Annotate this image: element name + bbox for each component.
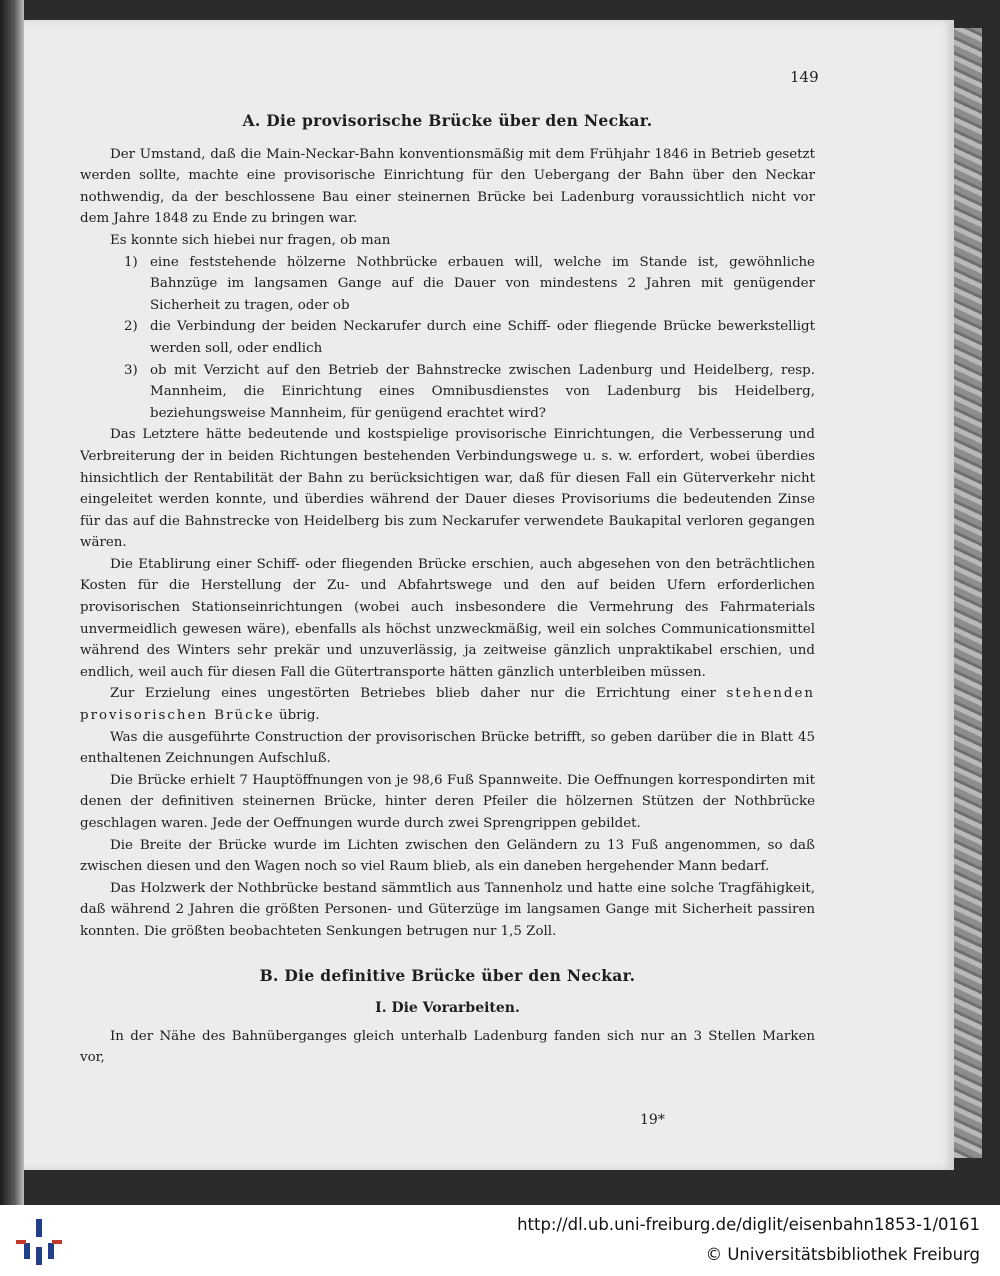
paragraph-text: übrig.	[278, 708, 320, 724]
option-list	[80, 252, 815, 425]
page-number: 149	[790, 68, 819, 86]
list-item-text: ob mit Verzicht auf den Betrieb der Bahnstrecke zwischen Ladenburg und Heidelberg, resp. Mannheim, die Einrichtung eines Omnibusdienstes von Ladenburg bis Heidelberg, beziehungsweise Mannheim, für genügend erachtet wird?	[150, 362, 815, 421]
paragraph: Das Letztere hätte bedeutende und kostspielige provisorische Einrichtungen, die Verbesserung und Verbreiterung der in beiden Richtungen bestehenden Verbindungswege u. s. w. erfordert, wobei überdies hinsichtlich der Rentabilität der Bahn zu berücksichtigen war, daß für diesen Fall ein Güterverkehr nicht eingeleitet werden konnte, und überdies während der Dauer dieses Provisoriums die bedeutenden Zinse für das auf die Bahnstrecke von Heidelberg bis zum Neckarufer verwendete Baukapital verloren gegangen wären.	[80, 427, 815, 551]
list-item-number: 3)	[124, 362, 138, 378]
list-item	[80, 252, 815, 317]
permalink-url[interactable]: http://dl.ub.uni-freiburg.de/diglit/eisenbahn1853-1/0161	[517, 1215, 980, 1234]
paragraph-text: Zur Erzielung eines ungestörten Betriebes blieb daher nur die Errichtung einer	[110, 686, 716, 702]
emphasized-text: stehenden provisorischen Brücke	[80, 686, 816, 724]
section-heading-b: B. Die definitive Brücke über den Neckar.	[259, 965, 636, 985]
copyright-notice: © Universitätsbibliothek Freiburg	[705, 1245, 980, 1264]
paragraph	[80, 683, 815, 726]
page-text	[80, 100, 815, 1069]
list-item-text: eine feststehende hölzerne Nothbrücke erbauen will, welche im Stande ist, gewöhnliche Bahnzüge im langsamen Gange auf die Dauer von mindestens 2 Jahren mit genügender Sicherheit zu tragen, oder ob	[150, 254, 815, 313]
printer-signature: 19*	[640, 1112, 665, 1128]
list-item-number: 2)	[124, 319, 138, 335]
paragraph: In der Nähe des Bahnüberganges gleich unterhalb Ladenburg fanden sich nur an 3 Stellen Marken vor,	[80, 1028, 815, 1066]
paragraph: Was die ausgeführte Construction der provisorischen Brücke betrifft, so geben darüber die in Blatt 45 enthaltenen Zeichnungen Aufschluß.	[80, 729, 815, 767]
paragraph: Die Brücke erhielt 7 Hauptöffnungen von je 98,6 Fuß Spannweite. Die Oeffnungen korrespondirten mit denen der definitiven steinernen Brücke, hinter deren Pfeiler die hölzernen Stützen der Nothbrücke geschlagen waren. Jede der Oeffnungen wurde durch zwei Sprengrippen gebildet.	[80, 772, 815, 831]
paragraph: Das Holzwerk der Nothbrücke bestand sämmtlich aus Tannenholz und hatte eine solche Tragfähigkeit, daß während 2 Jahren die größten Personen- und Güterzüge im langsamen Gange mit Sicherheit passiren konnten. Die größten beobachteten Senkungen betrugen nur 1,5 Zoll.	[80, 880, 815, 939]
list-item-text: die Verbindung der beiden Neckarufer durch eine Schiff- oder fliegende Brücke bewerkstelligt werden soll, oder endlich	[150, 319, 815, 356]
section-heading-a: A. Die provisorische Brücke über den Neckar.	[242, 111, 653, 130]
subsection-heading: I. Die Vorarbeiten.	[375, 1000, 520, 1017]
paragraph: Die Etablirung einer Schiff- oder fliegenden Brücke erschien, auch abgesehen von den beträchtlichen Kosten für die Herstellung der Zu- und Abfahrtswege und den auf beiden Ufern erforderlichen provisorischen Stationseinrichtungen (wobei auch insbesondere die Vermehrung des Fahrmaterials unvermeidlich gewesen wäre), ebenfalls als höchst unzweckmäßig, weil ein solches Communicationsmittel während des Winters sehr prekär und unzuverlässig, ja zeitweise gänzlich unpraktikabel erschien, und endlich, weil auch für diesen Fall die Gütertransporte hätten gänzlich unterbleiben müssen.	[80, 556, 815, 680]
footer-bar	[0, 1205, 1000, 1276]
list-item-number: 1)	[124, 254, 138, 270]
paragraph: Es konnte sich hiebei nur fragen, ob man	[110, 232, 391, 248]
list-item	[80, 360, 815, 425]
paragraph: Der Umstand, daß die Main-Neckar-Bahn konventionsmäßig mit dem Frühjahr 1846 in Betrieb gesetzt werden sollte, machte eine provisorische Einrichtung für den Uebergang der Bahn über den Neckar nothwendig, da der beschlossene Bau einer steinernen Brücke bei Ladenburg voraussichtlich nicht vor dem Jahre 1848 zu Ende zu bringen war.	[80, 146, 815, 227]
paragraph: Die Breite der Brücke wurde im Lichten zwischen den Geländern zu 13 Fuß angenommen, so daß zwischen diesen und den Wagen noch so viel Raum blieb, als ein daneben hergehender Mann bedarf.	[80, 837, 815, 875]
list-item	[80, 316, 815, 359]
ub-freiburg-logo-icon	[14, 1217, 64, 1267]
book-binding-edge	[0, 0, 24, 1205]
